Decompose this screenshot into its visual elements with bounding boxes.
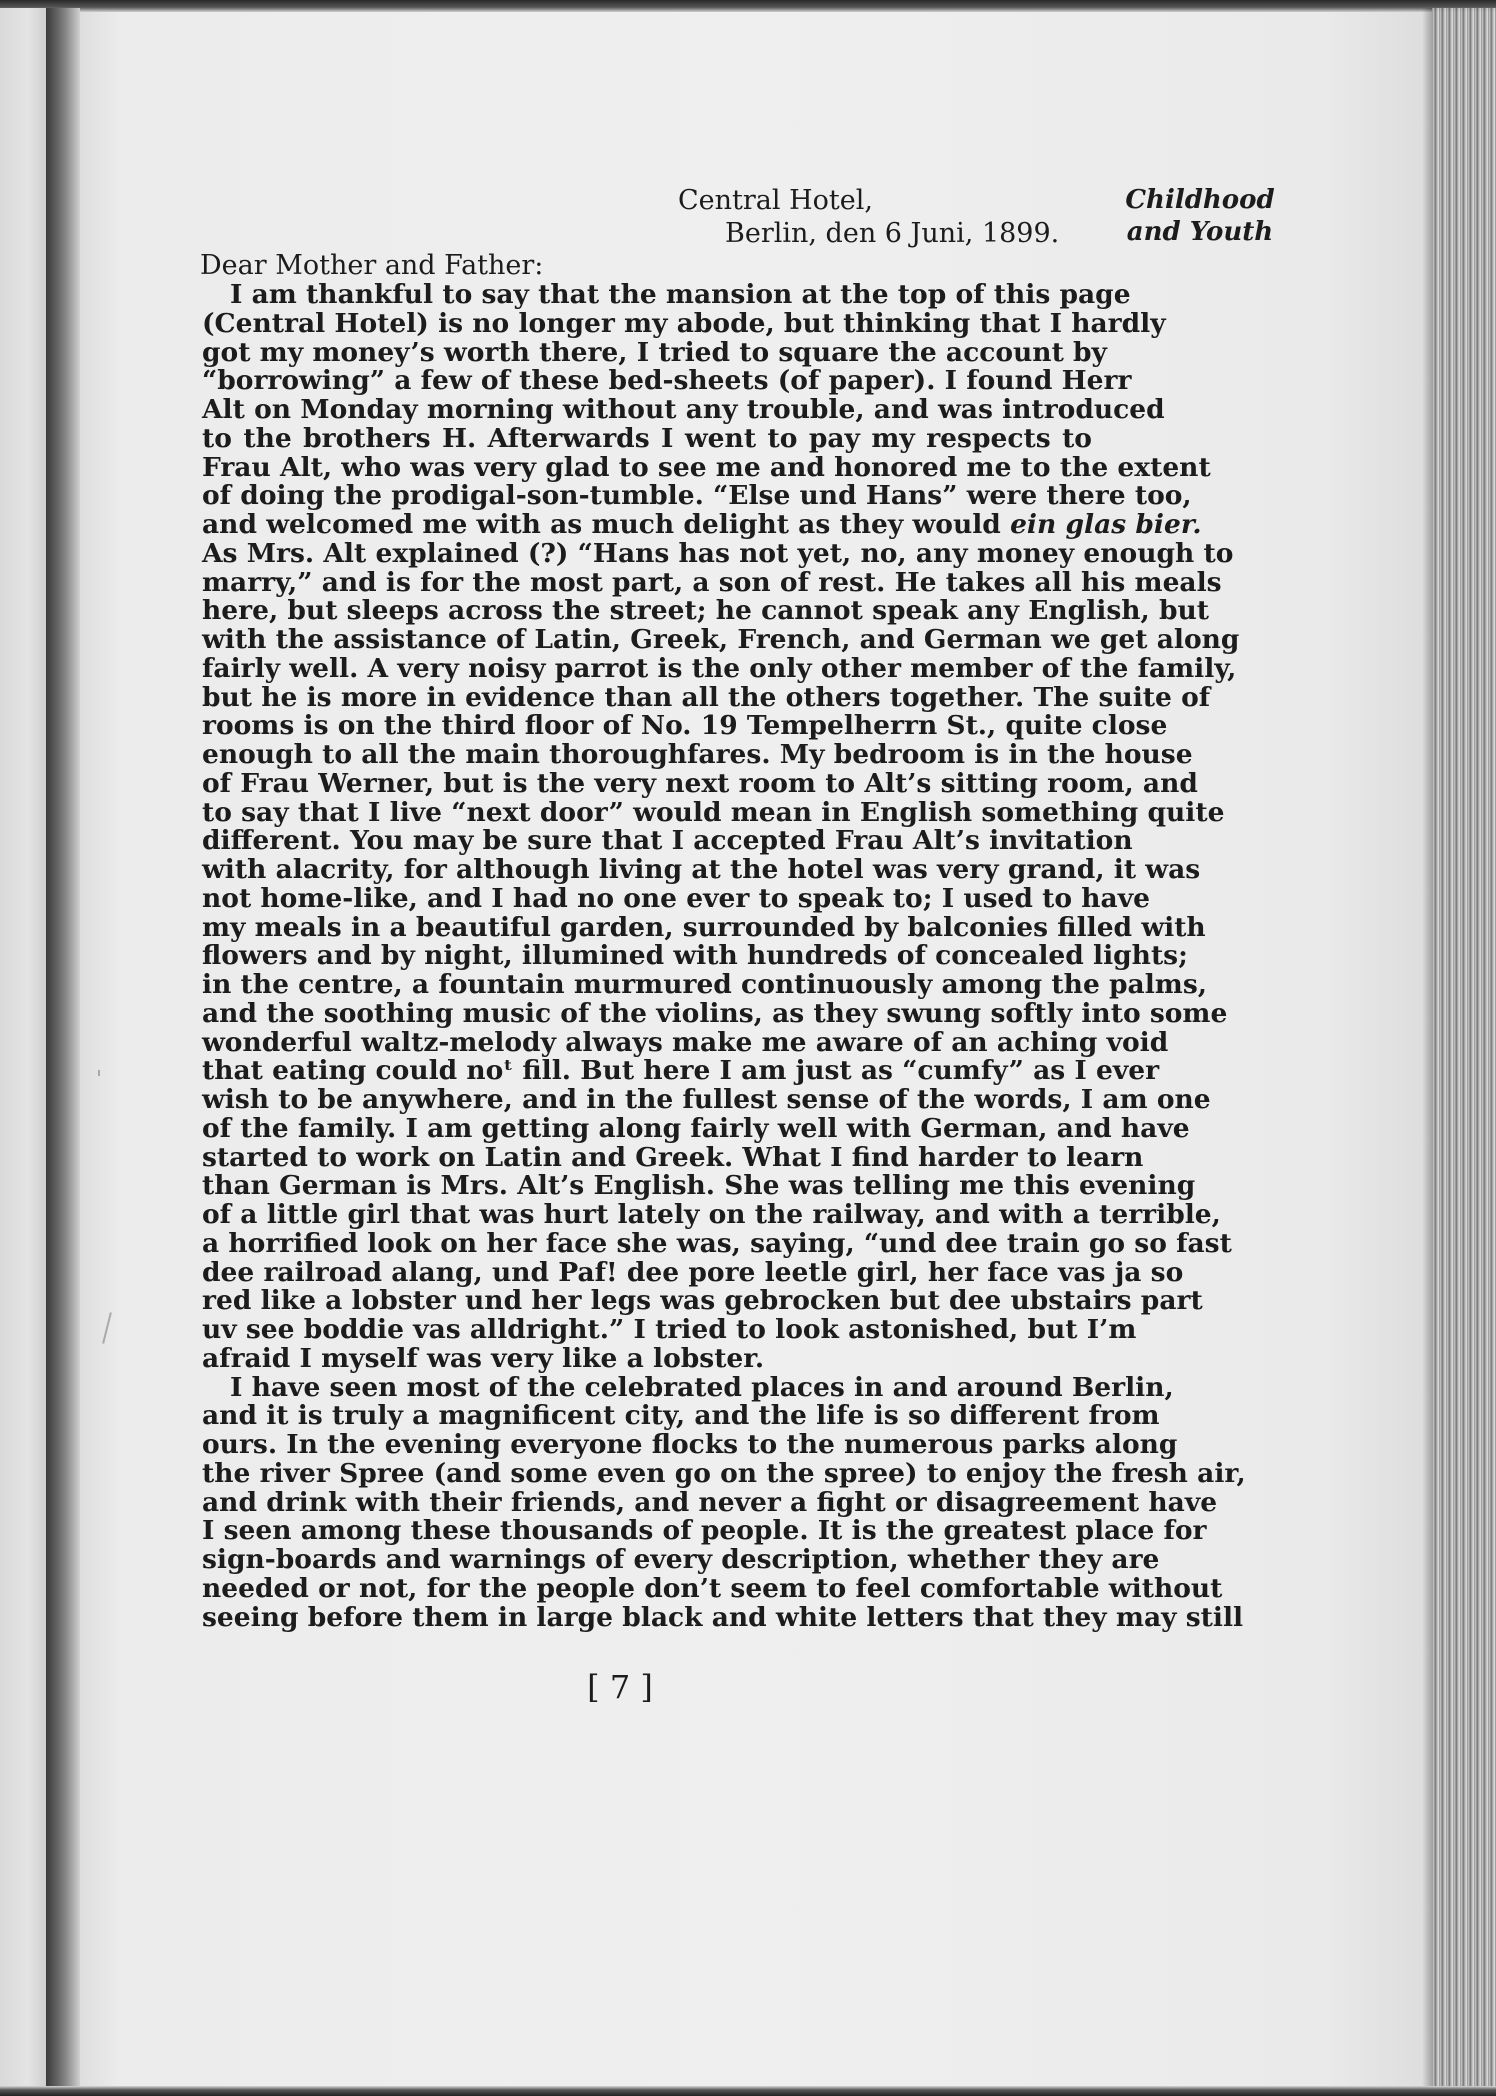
text-line: here, but sleeps across the street; he cannot speak any English, but [202, 595, 1209, 627]
text-line-with-italic [202, 509, 1202, 540]
text-line: enough to all the main thoroughfares. My bedroom is in the house [202, 739, 1193, 770]
text-line: red like a lobster und her legs was gebrocken but dee ubstairs part [202, 1285, 1203, 1317]
text-line: “borrowing” a few of these bed-sheets (of paper). I found Herr [202, 365, 1132, 397]
text-line: of a little girl that was hurt lately on the railway, and with a terrible, [202, 1199, 1221, 1230]
letter-date-line: Berlin, den 6 Juni, 1899. [725, 218, 1060, 249]
book-gutter [46, 8, 80, 2088]
text-line: I have seen most of the celebrated places in and around Berlin, [230, 1371, 1174, 1403]
top-edge-shadow [0, 0, 1496, 12]
text-line: in the centre, a fountain murmured continuously among the palms, [202, 969, 1207, 1000]
running-head-line: and Youth [1126, 217, 1274, 247]
left-page-edge [0, 8, 46, 2088]
page-number: [ 7 ] [587, 1668, 653, 1706]
text-line: of Frau Werner, but is the very next room to Alt’s sitting room, and [202, 767, 1198, 799]
text-fragment: and welcomed me with as much delight as they would [202, 509, 1011, 540]
text-line: I am thankful to say that the mansion at the top of this page [230, 279, 1131, 310]
text-line: that eating could noᵗ fill. But here I am just as “cumfy” as I ever [202, 1055, 1160, 1087]
text-line: Frau Alt, who was very glad to see me and honored me to the extent [202, 451, 1211, 483]
text-line: of doing the prodigal-son-tumble. “Else und Hans” were there too, [202, 480, 1192, 512]
text-line: wish to be anywhere, and in the fullest sense of the words, I am one [202, 1084, 1211, 1115]
text-line: started to work on Latin and Greek. What I find harder to learn [202, 1141, 1144, 1173]
text-line: marry,” and is for the most part, a son of rest. He takes all his meals [202, 566, 1222, 598]
text-line: flowers and by night, illumined with hundreds of concealed lights; [202, 940, 1188, 972]
text-line: a horrified look on her face she was, saying, “und dee train go so fast [202, 1227, 1232, 1259]
running-head-line: Childhood [1125, 185, 1275, 215]
text-line: and drink with their friends, and never a fight or disagreement have [202, 1486, 1218, 1518]
italic-phrase: ein glas bier. [1010, 509, 1202, 540]
text-line: ours. In the evening everyone flocks to the numerous parks along [202, 1429, 1178, 1460]
letter-address-line: Central Hotel, [678, 185, 873, 216]
fore-edge-shadow [1422, 8, 1432, 2088]
text-line: and the soothing music of the violins, as they swung softly into some [202, 997, 1228, 1029]
text-line: wonderful waltz-melody always make me aware of an aching void [202, 1026, 1169, 1058]
text-line: Alt on Monday morning without any trouble, and was introduced [202, 394, 1165, 425]
text-line: my meals in a beautiful garden, surrounded by balconies filled with [202, 911, 1206, 943]
text-line: needed or not, for the people don’t seem to feel comfortable without [202, 1572, 1223, 1604]
text-line: uv see boddie vas alldright.” I tried to look astonished, but I’m [202, 1314, 1137, 1345]
text-line: not home-like, and I had no one ever to speak to; I used to have [202, 882, 1150, 914]
text-line: I seen among these thousands of people. It is the greatest place for [202, 1515, 1207, 1547]
text-line: the river Spree (and some even go on the spree) to enjoy the fresh air, [202, 1457, 1246, 1489]
running-head [1100, 184, 1300, 248]
text-line: dee railroad alang, und Paf! dee pore leetle girl, her face vas ja so [202, 1256, 1184, 1288]
text-line: got my money’s worth there, I tried to square the account by [202, 336, 1107, 368]
text-line: different. You may be sure that I accepted Frau Alt’s invitation [202, 825, 1133, 857]
text-line: with the assistance of Latin, Greek, French, and German we get along [202, 624, 1240, 655]
text-line: of the family. I am getting along fairly well with German, and have [202, 1112, 1190, 1144]
text-line: seeing before them in large black and white letters that they may still [202, 1601, 1244, 1633]
text-line: to the brothers H. Afterwards I went to pay my respects to [202, 422, 1092, 454]
text-line: with alacrity, for although living at the hotel was very grand, it was [202, 854, 1201, 885]
bottom-edge-shadow [0, 2086, 1496, 2096]
text-line: (Central Hotel) is no longer my abode, but thinking that I hardly [202, 307, 1166, 339]
scan-speck [98, 1070, 100, 1076]
page-fore-edge [1432, 8, 1496, 2088]
text-line: As Mrs. Alt explained (?) “Hans has not yet, no, any money enough to [202, 537, 1234, 569]
letter-salutation: Dear Mother and Father: [200, 250, 544, 281]
text-line: sign-boards and warnings of every description, whether they are [202, 1544, 1160, 1575]
text-line: fairly well. A very noisy parrot is the only other member of the family, [202, 652, 1237, 684]
text-line: than German is Mrs. Alt’s English. She was telling me this evening [202, 1170, 1196, 1202]
text-line: and it is truly a magnificent city, and the life is so different from [202, 1400, 1160, 1432]
text-line: but he is more in evidence than all the others together. The suite of [202, 681, 1211, 713]
text-line: afraid I myself was very like a lobster. [202, 1342, 765, 1374]
letter-body [202, 279, 1246, 1633]
text-line: to say that I live “next door” would mean in English something quite [202, 796, 1225, 828]
text-line: rooms is on the third floor of No. 19 Tempelherrn St., quite close [202, 710, 1168, 742]
